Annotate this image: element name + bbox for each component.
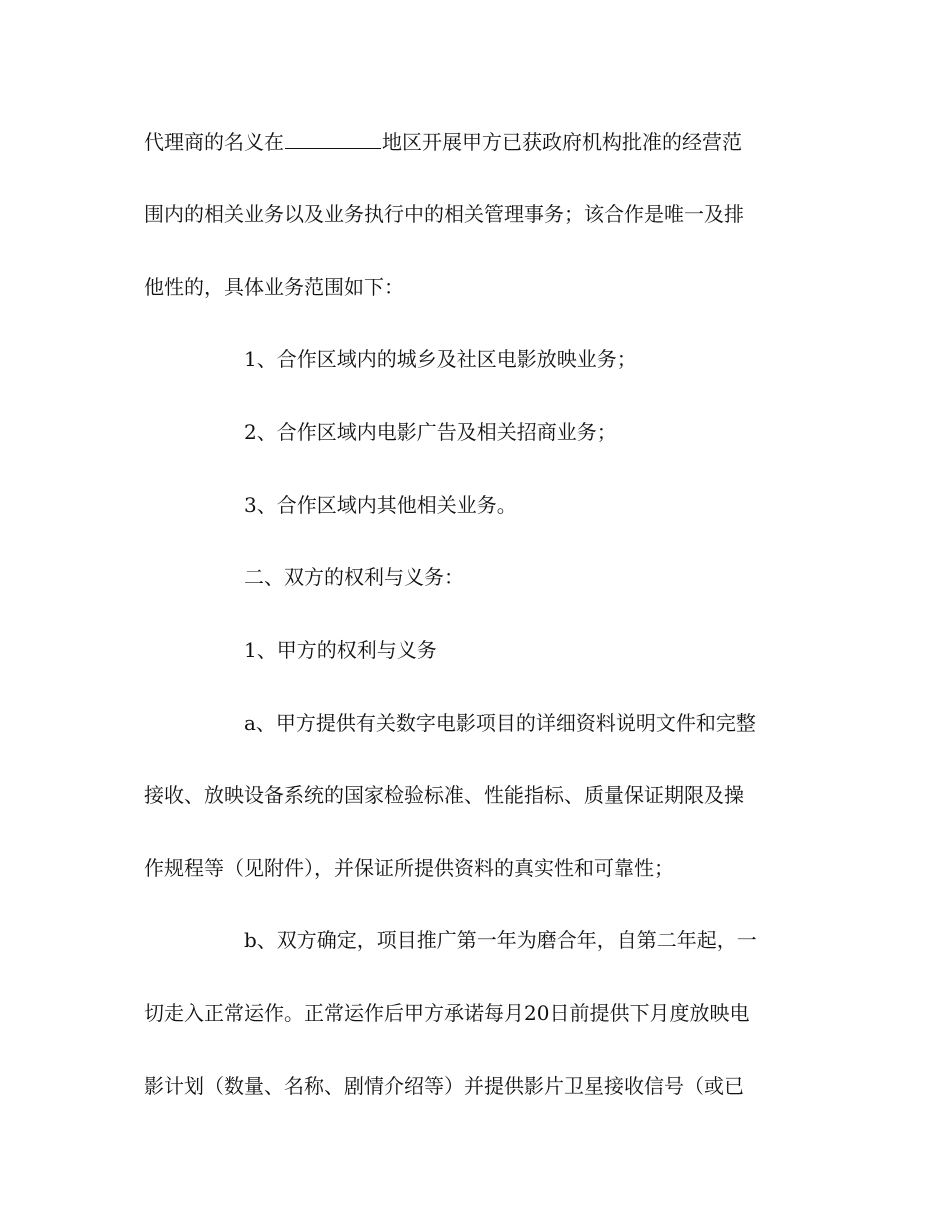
paragraph-line: 接收、放映设备系统的国家检验标准、性能指标、质量保证期限及操	[144, 783, 744, 807]
section-heading: 二、双方的权利与义务：	[244, 565, 464, 589]
line-text-before-blank: 代理商的名义在	[144, 130, 284, 154]
list-item: 1、合作区域内的城乡及社区电影放映业务；	[244, 347, 637, 371]
paragraph-line: a、甲方提供有关数字电影项目的详细资料说明文件和完整	[244, 711, 756, 735]
paragraph-line: 作规程等（见附件），并保证所提供资料的真实性和可靠性；	[144, 856, 674, 880]
paragraph-line	[144, 128, 742, 156]
paragraph-line: 影计划（数量、名称、剧情介绍等）并提供影片卫星接收信号（或已	[144, 1074, 744, 1098]
paragraph-line: 他性的，具体业务范围如下：	[144, 275, 404, 299]
paragraph-line: 围内的相关业务以及业务执行中的相关管理事务；该合作是唯一及排	[144, 202, 744, 226]
list-item: 2、合作区域内电影广告及相关招商业务；	[244, 420, 617, 444]
line-text-after-blank: 地区开展甲方已获政府机构批准的经营范	[382, 130, 742, 154]
fill-in-blank	[285, 130, 381, 149]
paragraph-line: 切走入正常运作。正常运作后甲方承诺每月20日前提供下月度放映电	[144, 1001, 750, 1025]
subsection-heading: 1、甲方的权利与义务	[244, 638, 437, 662]
list-item: 3、合作区域内其他相关业务。	[244, 493, 517, 517]
paragraph-line: b、双方确定，项目推广第一年为磨合年，自第二年起，一	[244, 928, 757, 952]
